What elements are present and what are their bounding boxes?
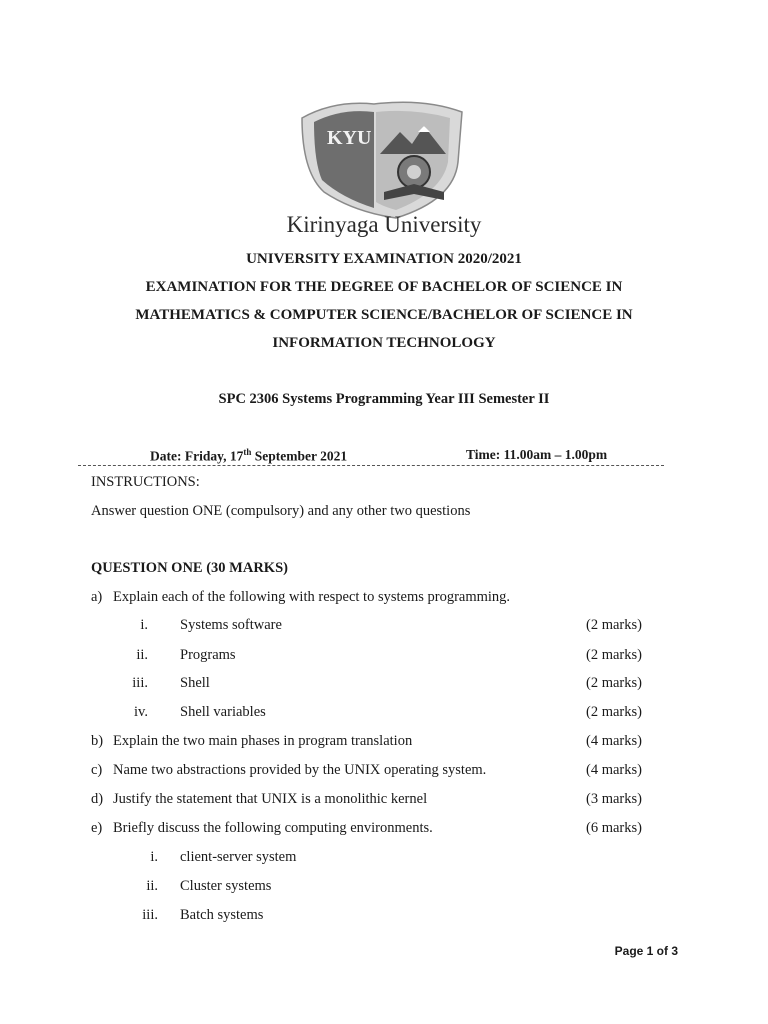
item-text: Shell variables	[180, 704, 266, 720]
item-number: i.	[150, 849, 158, 865]
item-text: Systems software	[180, 617, 282, 633]
item-number: ii.	[146, 878, 158, 894]
instructions-heading: INSTRUCTIONS:	[91, 474, 200, 490]
item-marks: (2 marks)	[586, 647, 642, 663]
item-marks: (2 marks)	[586, 617, 642, 633]
degree-line-2: MATHEMATICS & COMPUTER SCIENCE/BACHELOR OF SCIENCE IN	[135, 307, 633, 323]
exam-title-line: UNIVERSITY EXAMINATION 2020/2021	[246, 251, 522, 267]
question-b-text: Explain the two main phases in program translation	[113, 733, 413, 749]
item-number: iii.	[132, 675, 148, 691]
question-d-text: Justify the statement that UNIX is a monolithic kernel	[113, 791, 428, 807]
item-text: client-server system	[180, 849, 297, 865]
item-number: iv.	[134, 704, 148, 720]
degree-line-1: EXAMINATION FOR THE DEGREE OF BACHELOR OF SCIENCE IN	[145, 279, 623, 295]
item-marks: (2 marks)	[586, 704, 642, 720]
instructions-text: Answer question ONE (compulsory) and any other two questions	[91, 503, 471, 519]
item-text: Cluster systems	[180, 878, 272, 894]
question-b-marks: (4 marks)	[586, 733, 642, 749]
question-c-label: c)	[91, 762, 103, 778]
exam-time: Time: 11.00am – 1.00pm	[466, 447, 608, 462]
question-b-label: b)	[91, 733, 104, 749]
question-d-marks: (3 marks)	[586, 791, 642, 807]
exam-date: Date: Friday, 17th September 2021	[150, 447, 348, 464]
question-c-marks: (4 marks)	[586, 762, 642, 778]
date-time-row	[78, 447, 664, 466]
item-text: Programs	[180, 647, 236, 663]
question-e-marks: (6 marks)	[586, 820, 642, 836]
item-text: Batch systems	[180, 907, 264, 923]
question-d-label: d)	[91, 791, 104, 807]
university-name: Kirinyaga University	[286, 212, 482, 237]
question-e-text: Briefly discuss the following computing environments.	[113, 820, 433, 836]
item-number: ii.	[136, 647, 148, 663]
question-one-title: QUESTION ONE (30 MARKS)	[91, 560, 288, 576]
question-e-label: e)	[91, 820, 103, 836]
page-number: Page 1 of 3	[614, 944, 678, 958]
course-title: SPC 2306 Systems Programming Year III Semester II	[218, 391, 550, 407]
item-text: Shell	[180, 675, 210, 691]
university-logo	[284, 96, 480, 222]
question-a-text: Explain each of the following with respect to systems programming.	[113, 589, 511, 605]
svg-text:KYU: KYU	[327, 127, 372, 149]
question-a-label: a)	[91, 589, 103, 605]
item-number: i.	[140, 617, 148, 633]
question-c-text: Name two abstractions provided by the UNIX operating system.	[113, 762, 487, 778]
degree-line-3: INFORMATION TECHNOLOGY	[272, 335, 496, 351]
item-marks: (2 marks)	[586, 675, 642, 691]
item-number: iii.	[142, 907, 158, 923]
